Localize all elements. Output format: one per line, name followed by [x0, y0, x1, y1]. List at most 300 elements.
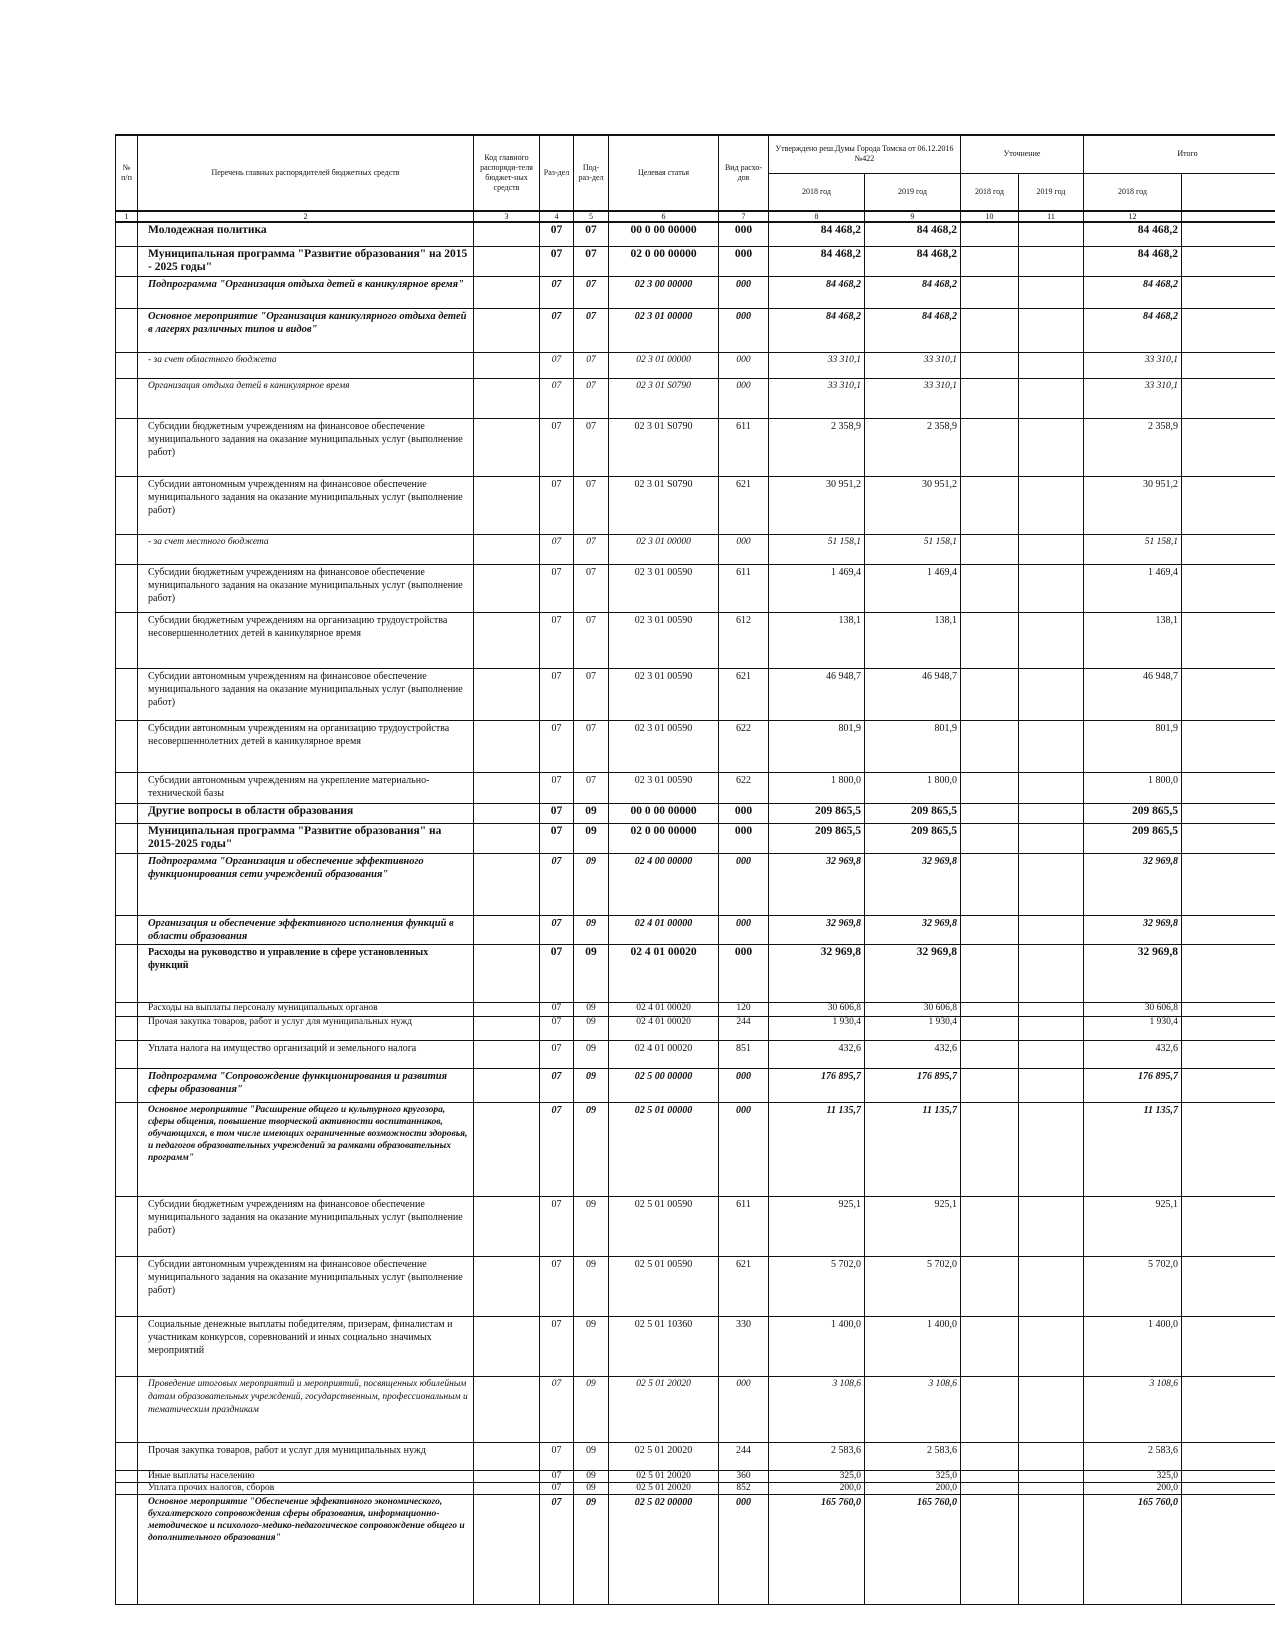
- row-vid: 000: [719, 1068, 769, 1102]
- row-razdel: 07: [540, 1470, 574, 1482]
- row-podrazdel: 07: [574, 276, 609, 308]
- row-approved-2019: 5 702,0: [865, 1256, 961, 1316]
- row-clarify-2018: [961, 720, 1019, 772]
- row-total-2019: [1182, 853, 1275, 915]
- row-total-2018: 165 760,0: [1084, 1494, 1182, 1604]
- row-razdel: 07: [540, 1102, 574, 1196]
- row-approved-2019: 801,9: [865, 720, 961, 772]
- row-clarify-2019: [1019, 418, 1084, 476]
- row-num: [116, 772, 138, 803]
- row-target: 02 3 01 00590: [609, 772, 719, 803]
- row-approved-2019: 2 583,6: [865, 1442, 961, 1470]
- row-razdel: 07: [540, 476, 574, 534]
- row-clarify-2019: [1019, 352, 1084, 378]
- row-vid: 000: [719, 944, 769, 1002]
- row-approved-2018: 925,1: [769, 1196, 865, 1256]
- row-podrazdel: 09: [574, 1256, 609, 1316]
- row-approved-2019: 33 310,1: [865, 378, 961, 418]
- column-number: 4: [540, 211, 574, 222]
- row-target: 02 3 01 00590: [609, 612, 719, 668]
- row-vid: 621: [719, 1256, 769, 1316]
- row-total-2019: [1182, 1482, 1275, 1494]
- table-row: [116, 772, 1275, 803]
- row-approved-2018: 1 930,4: [769, 1016, 865, 1040]
- row-podrazdel: 07: [574, 668, 609, 720]
- row-name: Прочая закупка товаров, работ и услуг для муниципальных нужд: [138, 1016, 474, 1040]
- row-code: [474, 534, 540, 564]
- row-code: [474, 1376, 540, 1442]
- row-code: [474, 823, 540, 853]
- row-target: 02 3 01 00000: [609, 352, 719, 378]
- row-vid: 000: [719, 915, 769, 944]
- table-row: [116, 853, 1275, 915]
- row-total-2018: 84 468,2: [1084, 222, 1182, 246]
- row-name: Основное мероприятие "Организация каникулярного отдыха детей в лагерях различных типов и видов": [138, 308, 474, 352]
- row-approved-2018: 325,0: [769, 1470, 865, 1482]
- row-num: [116, 853, 138, 915]
- row-code: [474, 1068, 540, 1102]
- row-clarify-2018: [961, 352, 1019, 378]
- row-clarify-2019: [1019, 720, 1084, 772]
- row-num: [116, 1482, 138, 1494]
- row-clarify-2018: [961, 222, 1019, 246]
- row-approved-2018: 84 468,2: [769, 276, 865, 308]
- header-approved-2019: 2019 год: [865, 173, 961, 211]
- row-vid: 621: [719, 476, 769, 534]
- table-row: [116, 1376, 1275, 1442]
- row-podrazdel: 09: [574, 944, 609, 1002]
- table-row: [116, 1016, 1275, 1040]
- row-total-2019: [1182, 476, 1275, 534]
- row-razdel: 07: [540, 308, 574, 352]
- row-target: 02 4 01 00020: [609, 1002, 719, 1016]
- row-approved-2018: 138,1: [769, 612, 865, 668]
- row-name: Подпрограмма "Организация отдыха детей в каникулярное время": [138, 276, 474, 308]
- row-podrazdel: 09: [574, 1068, 609, 1102]
- row-total-2019: [1182, 1316, 1275, 1376]
- row-total-2018: 51 158,1: [1084, 534, 1182, 564]
- row-code: [474, 1040, 540, 1068]
- row-target: 02 4 01 00020: [609, 1040, 719, 1068]
- table-row: [116, 1442, 1275, 1470]
- row-code: [474, 668, 540, 720]
- row-approved-2019: 925,1: [865, 1196, 961, 1256]
- column-number: 5: [574, 211, 609, 222]
- header-total: Итого: [1084, 135, 1275, 173]
- row-clarify-2019: [1019, 944, 1084, 1002]
- column-number: 3: [474, 211, 540, 222]
- row-clarify-2019: [1019, 612, 1084, 668]
- row-approved-2018: 33 310,1: [769, 352, 865, 378]
- row-approved-2019: 33 310,1: [865, 352, 961, 378]
- row-clarify-2018: [961, 1016, 1019, 1040]
- row-razdel: 07: [540, 1376, 574, 1442]
- row-approved-2019: 138,1: [865, 612, 961, 668]
- row-clarify-2018: [961, 1040, 1019, 1068]
- row-clarify-2018: [961, 915, 1019, 944]
- row-vid: 000: [719, 853, 769, 915]
- row-total-2018: 33 310,1: [1084, 352, 1182, 378]
- row-num: [116, 352, 138, 378]
- row-clarify-2018: [961, 418, 1019, 476]
- row-code: [474, 564, 540, 612]
- table-row: [116, 1040, 1275, 1068]
- row-total-2018: 432,6: [1084, 1040, 1182, 1068]
- row-num: [116, 308, 138, 352]
- row-approved-2018: 200,0: [769, 1482, 865, 1494]
- row-total-2018: 209 865,5: [1084, 823, 1182, 853]
- row-total-2018: 32 969,8: [1084, 944, 1182, 1002]
- row-total-2019: [1182, 564, 1275, 612]
- row-approved-2019: 30 951,2: [865, 476, 961, 534]
- row-total-2019: [1182, 1256, 1275, 1316]
- row-total-2019: [1182, 1002, 1275, 1016]
- row-clarify-2019: [1019, 222, 1084, 246]
- row-code: [474, 720, 540, 772]
- row-clarify-2018: [961, 1442, 1019, 1470]
- row-code: [474, 1016, 540, 1040]
- row-clarify-2019: [1019, 534, 1084, 564]
- row-vid: 000: [719, 803, 769, 823]
- row-approved-2019: 176 895,7: [865, 1068, 961, 1102]
- row-vid: 611: [719, 418, 769, 476]
- row-code: [474, 476, 540, 534]
- row-total-2019: [1182, 1102, 1275, 1196]
- row-code: [474, 1256, 540, 1316]
- table-row: [116, 803, 1275, 823]
- row-clarify-2018: [961, 853, 1019, 915]
- row-target: 02 0 00 00000: [609, 246, 719, 276]
- row-podrazdel: 09: [574, 1494, 609, 1604]
- row-num: [116, 534, 138, 564]
- table-row: [116, 246, 1275, 276]
- row-clarify-2018: [961, 276, 1019, 308]
- row-clarify-2019: [1019, 1102, 1084, 1196]
- row-num: [116, 612, 138, 668]
- table-row: [116, 1470, 1275, 1482]
- row-code: [474, 1316, 540, 1376]
- row-total-2018: 1 400,0: [1084, 1316, 1182, 1376]
- row-clarify-2018: [961, 1002, 1019, 1016]
- row-clarify-2019: [1019, 1482, 1084, 1494]
- row-podrazdel: 09: [574, 1040, 609, 1068]
- row-total-2019: [1182, 915, 1275, 944]
- table-row: [116, 1482, 1275, 1494]
- row-total-2018: 2 583,6: [1084, 1442, 1182, 1470]
- row-razdel: 07: [540, 803, 574, 823]
- table-row: [116, 564, 1275, 612]
- row-vid: 851: [719, 1040, 769, 1068]
- row-name: Субсидии бюджетным учреждениям на финансовое обеспечение муниципального задания на оказание муниципальных услуг (выполнение работ): [138, 418, 474, 476]
- row-vid: 000: [719, 1494, 769, 1604]
- row-target: 02 4 00 00000: [609, 853, 719, 915]
- row-target: 02 4 01 00020: [609, 1016, 719, 1040]
- row-approved-2019: 84 468,2: [865, 276, 961, 308]
- row-vid: 120: [719, 1002, 769, 1016]
- row-approved-2018: 32 969,8: [769, 915, 865, 944]
- row-clarify-2018: [961, 772, 1019, 803]
- row-clarify-2018: [961, 1376, 1019, 1442]
- row-razdel: 07: [540, 720, 574, 772]
- row-total-2018: 32 969,8: [1084, 915, 1182, 944]
- row-podrazdel: 07: [574, 720, 609, 772]
- row-clarify-2018: [961, 1316, 1019, 1376]
- row-razdel: 07: [540, 853, 574, 915]
- row-approved-2018: 1 469,4: [769, 564, 865, 612]
- table-row: [116, 668, 1275, 720]
- row-vid: 611: [719, 1196, 769, 1256]
- row-clarify-2018: [961, 803, 1019, 823]
- row-podrazdel: 07: [574, 418, 609, 476]
- row-num: [116, 1002, 138, 1016]
- row-total-2018: 5 702,0: [1084, 1256, 1182, 1316]
- row-vid: 621: [719, 668, 769, 720]
- table-row: [116, 1102, 1275, 1196]
- row-code: [474, 308, 540, 352]
- row-razdel: 07: [540, 823, 574, 853]
- row-target: 00 0 00 00000: [609, 222, 719, 246]
- row-podrazdel: 09: [574, 1442, 609, 1470]
- row-num: [116, 1256, 138, 1316]
- table-row: [116, 534, 1275, 564]
- row-total-2018: 801,9: [1084, 720, 1182, 772]
- row-name: Уплата налога на имущество организаций и земельного налога: [138, 1040, 474, 1068]
- row-clarify-2019: [1019, 668, 1084, 720]
- row-podrazdel: 07: [574, 246, 609, 276]
- row-clarify-2019: [1019, 308, 1084, 352]
- row-code: [474, 276, 540, 308]
- table-row: [116, 915, 1275, 944]
- row-name: - за счет местного бюджета: [138, 534, 474, 564]
- row-total-2019: [1182, 1068, 1275, 1102]
- row-num: [116, 803, 138, 823]
- row-target: 02 5 00 00000: [609, 1068, 719, 1102]
- row-approved-2019: 46 948,7: [865, 668, 961, 720]
- row-target: 02 5 01 20020: [609, 1376, 719, 1442]
- row-podrazdel: 07: [574, 352, 609, 378]
- row-total-2018: 1 800,0: [1084, 772, 1182, 803]
- row-approved-2019: 84 468,2: [865, 222, 961, 246]
- row-podrazdel: 07: [574, 564, 609, 612]
- row-podrazdel: 07: [574, 476, 609, 534]
- row-total-2018: 200,0: [1084, 1482, 1182, 1494]
- table-row: [116, 1196, 1275, 1256]
- row-approved-2018: 209 865,5: [769, 803, 865, 823]
- row-target: 02 3 01 S0790: [609, 476, 719, 534]
- header-razdel: Раз-дел: [540, 135, 574, 211]
- row-razdel: 07: [540, 418, 574, 476]
- row-approved-2019: 84 468,2: [865, 246, 961, 276]
- row-total-2018: 32 969,8: [1084, 853, 1182, 915]
- row-vid: 244: [719, 1442, 769, 1470]
- header-vid: Вид расхо-дов: [719, 135, 769, 211]
- row-clarify-2019: [1019, 1040, 1084, 1068]
- row-clarify-2019: [1019, 476, 1084, 534]
- row-target: 02 3 01 S0790: [609, 378, 719, 418]
- row-target: 02 4 01 00020: [609, 944, 719, 1002]
- row-total-2018: 46 948,7: [1084, 668, 1182, 720]
- row-razdel: 07: [540, 1002, 574, 1016]
- header-num: № п/п: [116, 135, 138, 211]
- row-vid: 000: [719, 378, 769, 418]
- row-clarify-2019: [1019, 1494, 1084, 1604]
- row-clarify-2019: [1019, 1196, 1084, 1256]
- row-name: - за счет областного бюджета: [138, 352, 474, 378]
- table-row: [116, 378, 1275, 418]
- row-code: [474, 378, 540, 418]
- row-podrazdel: 09: [574, 1316, 609, 1376]
- column-number: 7: [719, 211, 769, 222]
- row-total-2019: [1182, 720, 1275, 772]
- table-row: [116, 1068, 1275, 1102]
- row-vid: 000: [719, 1102, 769, 1196]
- row-total-2018: 84 468,2: [1084, 276, 1182, 308]
- row-podrazdel: 07: [574, 534, 609, 564]
- row-total-2019: [1182, 276, 1275, 308]
- row-code: [474, 1196, 540, 1256]
- row-razdel: 07: [540, 378, 574, 418]
- row-razdel: 07: [540, 668, 574, 720]
- table-row: [116, 308, 1275, 352]
- row-clarify-2019: [1019, 853, 1084, 915]
- row-target: 02 3 01 00590: [609, 668, 719, 720]
- row-code: [474, 352, 540, 378]
- row-num: [116, 418, 138, 476]
- row-target: 02 5 01 00000: [609, 1102, 719, 1196]
- row-podrazdel: 09: [574, 1376, 609, 1442]
- row-total-2018: 3 108,6: [1084, 1376, 1182, 1442]
- header-clarify: Уточнение: [961, 135, 1084, 173]
- column-number: 6: [609, 211, 719, 222]
- row-podrazdel: 09: [574, 1482, 609, 1494]
- row-total-2019: [1182, 222, 1275, 246]
- row-approved-2018: 801,9: [769, 720, 865, 772]
- row-approved-2018: 2 358,9: [769, 418, 865, 476]
- row-code: [474, 944, 540, 1002]
- row-total-2019: [1182, 1196, 1275, 1256]
- row-target: 02 5 01 00590: [609, 1196, 719, 1256]
- row-approved-2019: 1 930,4: [865, 1016, 961, 1040]
- row-podrazdel: 09: [574, 915, 609, 944]
- table-body: [116, 222, 1275, 1604]
- row-num: [116, 720, 138, 772]
- row-total-2019: [1182, 308, 1275, 352]
- row-total-2018: 84 468,2: [1084, 246, 1182, 276]
- row-code: [474, 612, 540, 668]
- row-approved-2018: 51 158,1: [769, 534, 865, 564]
- row-clarify-2019: [1019, 564, 1084, 612]
- row-num: [116, 378, 138, 418]
- row-approved-2019: 1 469,4: [865, 564, 961, 612]
- row-name: Субсидии бюджетным учреждениям на финансовое обеспечение муниципального задания на оказание муниципальных услуг (выполнение работ): [138, 1196, 474, 1256]
- budget-table-sheet: [115, 134, 1275, 1650]
- row-code: [474, 1442, 540, 1470]
- row-razdel: 07: [540, 1068, 574, 1102]
- table-row: [116, 944, 1275, 1002]
- row-approved-2018: 3 108,6: [769, 1376, 865, 1442]
- row-approved-2018: 30 606,8: [769, 1002, 865, 1016]
- row-num: [116, 668, 138, 720]
- row-clarify-2018: [961, 612, 1019, 668]
- row-approved-2019: 51 158,1: [865, 534, 961, 564]
- row-approved-2019: 32 969,8: [865, 944, 961, 1002]
- row-name: Основное мероприятие "Расширение общего и культурного кругозора, сферы общения, повышение творческой активности воспитанников, обучающихся, в том числе имеющих ограниченные возможности здоровья, и педагогов образовательных учреждений за рамками образовательных программ": [138, 1102, 474, 1196]
- row-podrazdel: 07: [574, 308, 609, 352]
- row-name: Субсидии автономным учреждениям на финансовое обеспечение муниципального задания на оказание муниципальных услуг (выполнение работ): [138, 476, 474, 534]
- row-name: Другие вопросы в области образования: [138, 803, 474, 823]
- column-number: 8: [769, 211, 865, 222]
- row-clarify-2018: [961, 668, 1019, 720]
- row-target: 02 0 00 00000: [609, 823, 719, 853]
- row-num: [116, 823, 138, 853]
- row-name: Прочая закупка товаров, работ и услуг для муниципальных нужд: [138, 1442, 474, 1470]
- table-row: [116, 612, 1275, 668]
- row-name: Субсидии бюджетным учреждениям на организацию трудоустройства несовершеннолетних детей в каникулярное время: [138, 612, 474, 668]
- row-total-2019: [1182, 378, 1275, 418]
- row-total-2018: 138,1: [1084, 612, 1182, 668]
- row-clarify-2019: [1019, 1256, 1084, 1316]
- row-name: Субсидии автономным учреждениям на укрепление материально-технической базы: [138, 772, 474, 803]
- header-target: Целевая статья: [609, 135, 719, 211]
- row-vid: 000: [719, 823, 769, 853]
- row-vid: 000: [719, 534, 769, 564]
- row-total-2019: [1182, 612, 1275, 668]
- row-num: [116, 276, 138, 308]
- row-target: 02 3 01 00000: [609, 534, 719, 564]
- row-approved-2018: 84 468,2: [769, 222, 865, 246]
- row-razdel: 07: [540, 1494, 574, 1604]
- row-total-2019: [1182, 1376, 1275, 1442]
- row-clarify-2019: [1019, 1002, 1084, 1016]
- row-clarify-2018: [961, 476, 1019, 534]
- row-code: [474, 915, 540, 944]
- row-approved-2019: 32 969,8: [865, 915, 961, 944]
- row-num: [116, 915, 138, 944]
- row-num: [116, 1102, 138, 1196]
- row-approved-2018: 11 135,7: [769, 1102, 865, 1196]
- row-num: [116, 1494, 138, 1604]
- header-approved-2018: 2018 год: [769, 173, 865, 211]
- row-total-2018: 84 468,2: [1084, 308, 1182, 352]
- row-approved-2018: 32 969,8: [769, 944, 865, 1002]
- row-name: Организация отдыха детей в каникулярное время: [138, 378, 474, 418]
- row-total-2018: 11 135,7: [1084, 1102, 1182, 1196]
- table-row: [116, 476, 1275, 534]
- row-approved-2018: 84 468,2: [769, 246, 865, 276]
- row-num: [116, 222, 138, 246]
- row-clarify-2018: [961, 534, 1019, 564]
- table-row: [116, 222, 1275, 246]
- row-total-2018: 30 606,8: [1084, 1002, 1182, 1016]
- row-total-2019: [1182, 1442, 1275, 1470]
- row-code: [474, 246, 540, 276]
- row-approved-2018: 84 468,2: [769, 308, 865, 352]
- row-approved-2018: 30 951,2: [769, 476, 865, 534]
- row-clarify-2018: [961, 308, 1019, 352]
- header-total-2019: [1182, 173, 1275, 211]
- row-num: [116, 564, 138, 612]
- row-clarify-2019: [1019, 1470, 1084, 1482]
- row-target: 02 5 01 10360: [609, 1316, 719, 1376]
- row-target: 02 5 01 00590: [609, 1256, 719, 1316]
- row-razdel: 07: [540, 276, 574, 308]
- row-clarify-2019: [1019, 1016, 1084, 1040]
- row-approved-2019: 165 760,0: [865, 1494, 961, 1604]
- row-clarify-2018: [961, 1102, 1019, 1196]
- row-podrazdel: 09: [574, 803, 609, 823]
- row-total-2018: 33 310,1: [1084, 378, 1182, 418]
- row-approved-2019: 209 865,5: [865, 823, 961, 853]
